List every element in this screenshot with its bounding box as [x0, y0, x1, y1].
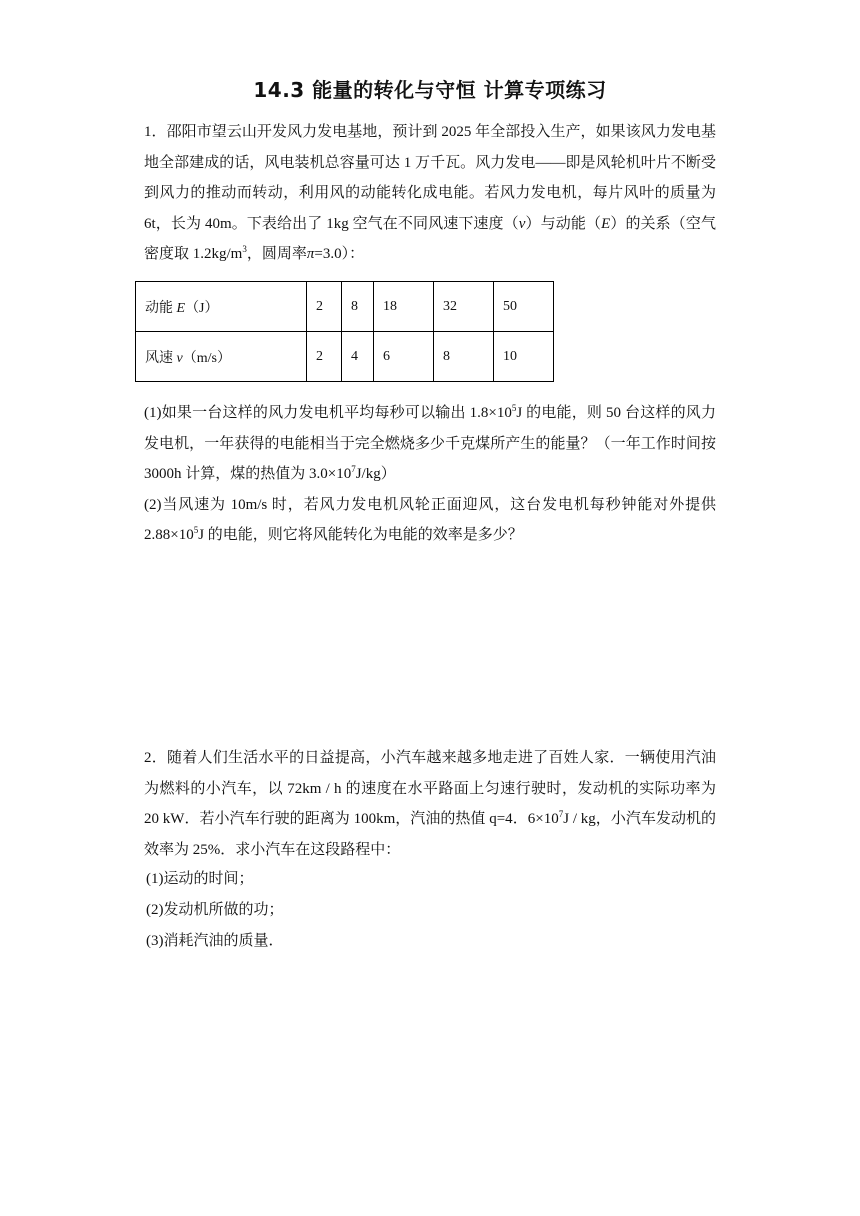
q1-text-c: ）的关系（空气密度取 1.2kg/m: [144, 215, 716, 262]
table-cell: 32: [434, 282, 494, 332]
table-cell: 50: [494, 282, 554, 332]
list-item: (1)运动的时间；: [146, 871, 254, 887]
q1-subquestion-1: (1)如果一台这样的风力发电机平均每秒可以输出 $1.8\times 10^5J$ 的电能，则 50 台这样的风力发电机，一年获得的电能相当于完全燃烧多少千克煤所产生的能量？（一年工作时间按 3000h 计算，煤的热值为 $3.0\times 10^7J/kg$）: [144, 403, 716, 482]
question-2-items: [146, 864, 284, 957]
table-cell: 2: [307, 332, 342, 382]
data-table-wrap: [135, 281, 554, 382]
table-cell: 8: [342, 282, 374, 332]
question-1-subparts: [144, 398, 716, 551]
table-cell: 10: [494, 332, 554, 382]
table-row-energy: [136, 282, 554, 332]
symbol-v: v: [518, 215, 526, 232]
q1-text-a: 1．邵阳市望云山开发风力发电基地，预计到 2025 年全部投入生产，如果该风力发电基地全部建成的话，风电装机总容量可达 1 万千瓦。风力发电——即是风轮机叶片不断受到风力的推动而转动，利用风的动能转化成电能。若风力发电机，每片风叶的质量为 6t，长为 40m。下表给出了 1kg 空气在不同风速下速度（: [144, 124, 716, 232]
q1-subquestion-2: (2)当风速为 10m/s 时，若风力发电机风轮正面迎风，这台发电机每秒钟能对外提供 $2.88\times 10^5J$ 的电能，则它将风能转化为电能的效率是多少？: [144, 496, 716, 543]
symbol-e: E: [601, 215, 611, 232]
table-cell: 4: [342, 332, 374, 382]
row-label-speed: 风速 v（m/s）: [136, 332, 307, 382]
table-cell: 2: [307, 282, 342, 332]
table-cell: 18: [374, 282, 434, 332]
table-row-speed: [136, 332, 554, 382]
list-item: (3)消耗汽油的质量．: [146, 933, 284, 949]
list-item: (2)发动机所做的功；: [146, 902, 284, 918]
symbol-pi: π: [306, 246, 315, 262]
q1-text-b: ）与动能（: [525, 215, 602, 232]
page-title: 14.3 能量的转化与守恒 计算专项练习: [253, 78, 607, 102]
question-2-intro: 2．随着人们生活水平的日益提高，小汽车越来越多地走进了百姓人家．一辆使用汽油为燃料的小汽车，以 72km / h 的速度在水平路面上匀速行驶时，发动机的实际功率为 20 kW．若小汽车行驶的距离为 100km，汽油的热值 q=4．$6\times 10^7J$ / kg，小汽车发动机的效率为 25%．求小汽车在这段路程中：: [144, 750, 716, 858]
question-1-intro: [144, 117, 716, 270]
row-label-energy: 动能 E（J）: [136, 282, 307, 332]
table-cell: 6: [374, 332, 434, 382]
q1-sup-3: 3: [242, 244, 247, 254]
energy-speed-table: [135, 281, 554, 382]
table-cell: 8: [434, 332, 494, 382]
q1-text-e: =3.0）：: [314, 246, 365, 262]
q1-text-d: ，圆周率: [246, 246, 307, 262]
